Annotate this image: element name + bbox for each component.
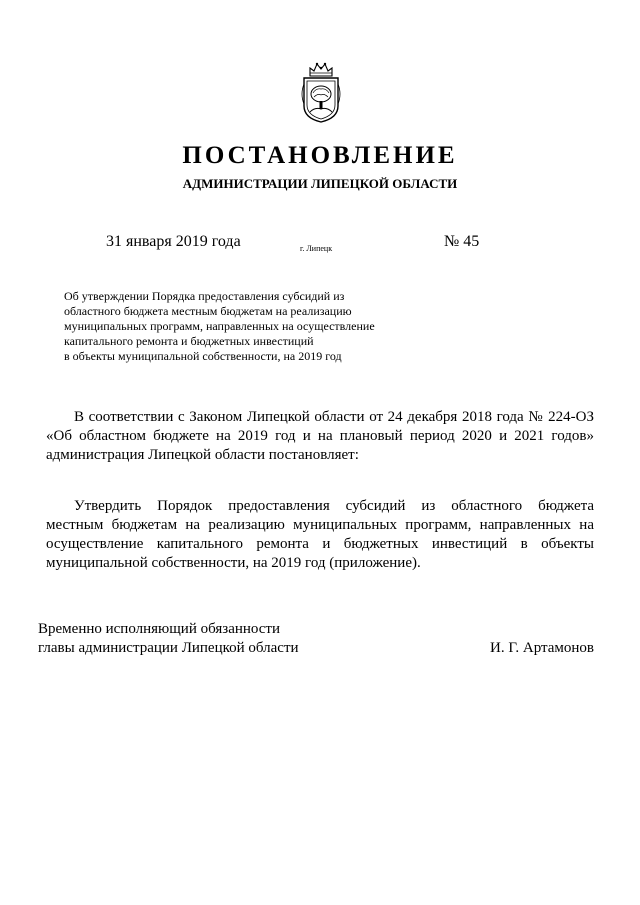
decree-line: осуществление капитального ремонта и бюджетных инвестиций в объекты xyxy=(46,536,594,552)
preamble-line: В соответствии с Законом Липецкой области от 24 декабря 2018 года № 224-ОЗ xyxy=(74,409,594,425)
issuing-authority: АДМИНИСТРАЦИИ ЛИПЕЦКОЙ ОБЛАСТИ xyxy=(182,176,458,191)
document-title: ПОСТАНОВЛЕНИЕ xyxy=(182,142,458,169)
signatory-name: И. Г. Артамонов xyxy=(490,640,594,656)
preamble-paragraph xyxy=(46,408,594,465)
document-date: 31 января 2019 года xyxy=(106,233,241,250)
decree-line: Утвердить Порядок предоставления субсидий из областного бюджета xyxy=(74,498,594,514)
subject-line: в объекты муниципальной собственности, на 2019 год xyxy=(64,349,342,363)
subject-line: областного бюджета местным бюджетам на реализацию xyxy=(64,304,352,318)
document-subject xyxy=(64,289,424,364)
document-number: № 45 xyxy=(444,233,480,250)
lipetsk-coat-of-arms-icon xyxy=(298,60,344,124)
signatory-position-line: Временно исполняющий обязанности xyxy=(38,621,281,637)
signatory-position xyxy=(38,620,299,658)
document-city: г. Липецк xyxy=(300,244,333,253)
signatory-position-line: главы администрации Липецкой области xyxy=(38,640,299,656)
subject-line: муниципальных программ, направленных на осуществление xyxy=(64,319,375,333)
preamble-line: «Об областном бюджете на 2019 год и на плановый период 2020 и 2021 годов» xyxy=(46,428,594,444)
subject-line: капитального ремонта и бюджетных инвестиций xyxy=(64,334,314,348)
decree-paragraph xyxy=(46,497,594,573)
subject-line: Об утверждении Порядка предоставления субсидий из xyxy=(64,289,345,303)
preamble-line: администрация Липецкой области постановляет: xyxy=(46,447,359,463)
decree-line: местным бюджетам на реализацию муниципальных программ, направленных на xyxy=(46,517,594,533)
decree-line: муниципальной собственности, на 2019 год (приложение). xyxy=(46,555,421,571)
